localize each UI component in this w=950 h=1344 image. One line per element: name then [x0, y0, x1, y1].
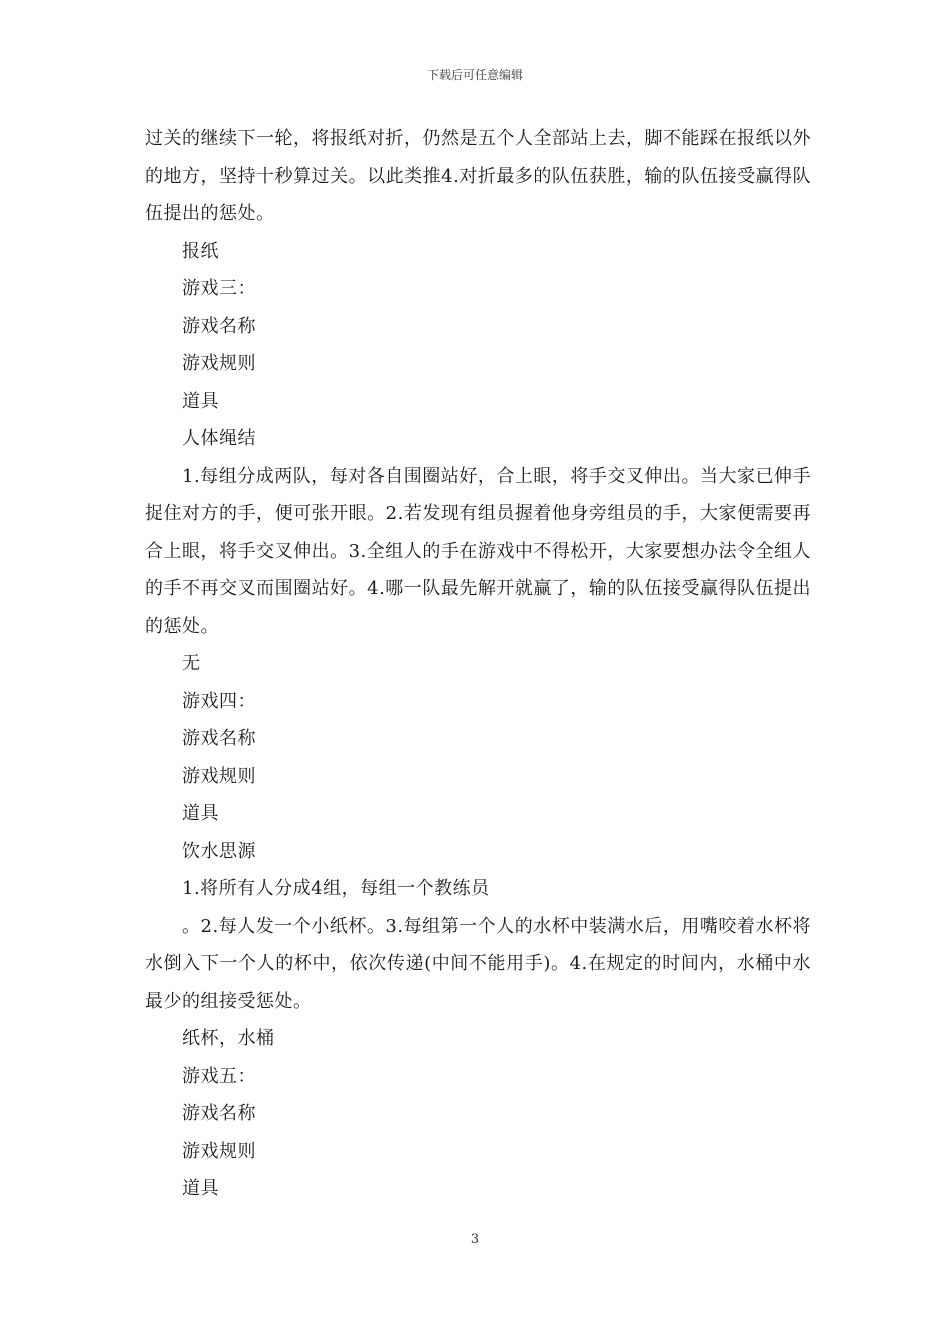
game-four-rules-continued: 。2.每人发一个小纸杯。3.每组第一个人的水杯中装满水后，用嘴咬着水杯将水倒入下一个人的杯中，依次传递(中间不能用手)。4.在规定的时间内，水桶中水最少的组接受惩处。	[145, 915, 811, 1012]
label-props: 道具	[182, 390, 219, 412]
label-game-rules: 游戏规则	[182, 353, 256, 374]
heading-game-four: 游戏四：	[182, 690, 256, 712]
paragraph-props-newspaper: 报纸	[182, 240, 219, 262]
page-header: 下载后可任意编辑	[426, 68, 523, 82]
heading-game-five: 游戏五：	[182, 1065, 256, 1087]
label-game-rules: 游戏规则	[182, 765, 256, 787]
game-four-props: 纸杯，水桶	[182, 1028, 275, 1049]
game-three-props: 无	[182, 653, 201, 674]
page-number: 3	[470, 1232, 480, 1247]
game-four-rules-step1: 1.将所有人分成4组，每组一个教练员	[182, 878, 490, 899]
label-game-name: 游戏名称	[182, 728, 256, 749]
label-props: 道具	[182, 1178, 219, 1199]
heading-game-three: 游戏三：	[182, 278, 256, 299]
label-props: 道具	[182, 803, 219, 824]
game-three-rules: 1.每组分成两队，每对各自围圈站好，合上眼，将手交叉伸出。当大家已伸手捉住对方的手，便可张开眼。2.若发现有组员握着他身旁组员的手，大家便需要再合上眼，将手交叉伸出。3.全组人的手在游戏中不得松开，大家要想办法令全组人的手不再交叉而围圈站好。4.哪一队最先解开就赢了，输的队伍接受赢得队伍提出的惩处。	[145, 465, 811, 637]
label-game-name: 游戏名称	[182, 1103, 256, 1124]
game-four-name: 饮水思源	[182, 840, 256, 862]
label-game-rules: 游戏规则	[182, 1140, 256, 1162]
paragraph-game2-rules-continued: 过关的继续下一轮，将报纸对折，仍然是五个人全部站上去，脚不能踩在报纸以外的地方，坚持十秒算过关。以此类推4.对折最多的队伍获胜，输的队伍接受赢得队伍提出的惩处。	[145, 128, 811, 224]
game-three-name: 人体绳结	[182, 428, 256, 449]
document-body	[145, 120, 811, 1208]
label-game-name: 游戏名称	[182, 315, 256, 337]
